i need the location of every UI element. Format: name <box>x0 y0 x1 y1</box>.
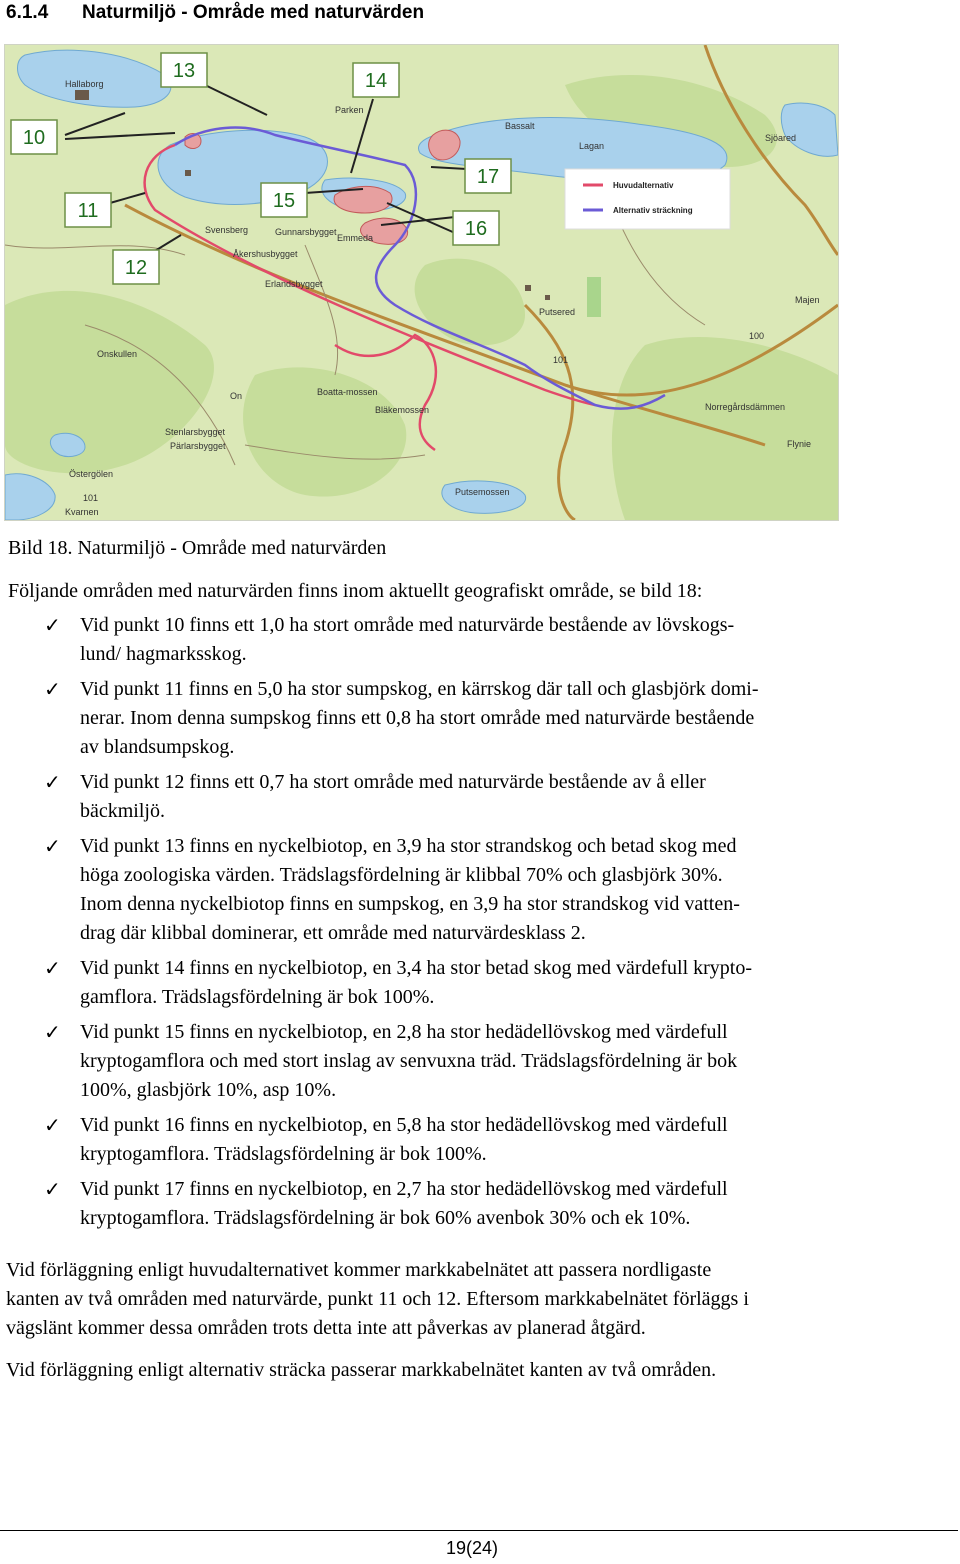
list-item-line: kryptogamflora. Trädslagsfördelning är bok 60% avenbok 30% och ek 10%. <box>80 1207 691 1229</box>
place-name: Majen <box>795 295 820 305</box>
place-name: Östergölen <box>69 469 114 479</box>
place-name: Stenlarsbygget <box>165 427 226 437</box>
place-number: 100 <box>749 331 765 341</box>
point-label-12 <box>113 250 159 284</box>
list-item-line: Vid punkt 13 finns en nyckelbiotop, en 3,9 ha stor strandskog och betad skog med <box>80 835 737 857</box>
place-name: Hallaborg <box>65 79 104 89</box>
checkmark-icon: ✓ <box>44 770 61 794</box>
list-item-line: lund/ hagmarksskog. <box>80 643 247 665</box>
list-item-line: Vid punkt 11 finns en 5,0 ha stor sumpskog, en kärrskog där tall och glasbjörk domi- <box>80 678 759 700</box>
list-item-line: Inom denna nyckelbiotop finns en sumpskog, en 3,9 ha stor strandskog vid vatten- <box>80 893 740 915</box>
place-name: On <box>230 391 243 401</box>
list-item-line: Vid punkt 12 finns ett 0,7 ha stort område med naturvärde bestående av å eller <box>80 771 706 793</box>
svg-text:12: 12 <box>124 257 148 279</box>
list-item-line: bäckmiljö. <box>80 800 165 822</box>
section-number: 6.1.4 <box>6 2 49 23</box>
footer-divider <box>0 1530 958 1531</box>
svg-text:10: 10 <box>22 127 46 149</box>
place-name: Norregårdsdämmen <box>705 402 786 412</box>
list-item <box>0 954 950 1012</box>
checklist <box>0 611 950 1239</box>
checkmark-icon: ✓ <box>44 1177 61 1201</box>
legend-alt-label: Alternativ sträckning <box>613 206 693 215</box>
place-name: Åkershusbygget <box>233 249 298 259</box>
intro-text: Följande områden med naturvärden finns inom aktuellt geografiskt område, se bild 18: <box>8 580 703 602</box>
svg-text:15: 15 <box>272 190 296 212</box>
list-item <box>0 1175 950 1233</box>
list-item-line: Vid punkt 17 finns en nyckelbiotop, en 2,7 ha stor hedädellövskog med värdefull <box>80 1178 728 1200</box>
list-item-line: Vid punkt 15 finns en nyckelbiotop, en 2,8 ha stor hedädellövskog med värdefull <box>80 1021 728 1043</box>
list-item-line: Vid punkt 14 finns en nyckelbiotop, en 3,4 ha stor betad skog med värdefull krypto- <box>80 957 753 979</box>
place-name: Gunnarsbygget <box>275 227 337 237</box>
map-legend <box>565 169 730 229</box>
list-item-line: nerar. Inom denna sumpskog finns ett 0,8 ha stort område med naturvärde bestående <box>80 707 755 729</box>
list-item <box>0 768 950 826</box>
list-item-line: gamflora. Trädslagsfördelning är bok 100%. <box>80 986 435 1008</box>
point-label-10 <box>11 120 57 154</box>
section-title: Naturmiljö - Område med naturvärden <box>82 2 425 23</box>
place-name: Parken <box>335 105 364 115</box>
place-name: Bläkemossen <box>375 405 430 415</box>
point-label-15 <box>261 183 307 217</box>
point-label-16 <box>453 211 499 245</box>
list-item-line: drag där klibbal dominerar, ett område med naturvärdesklass 2. <box>80 922 586 944</box>
paragraph-line: kanten av två områden med naturvärde, punkt 11 och 12. Eftersom markkabelnätet förläggs i <box>6 1288 749 1310</box>
point-label-17 <box>465 159 511 193</box>
list-item-line: av blandsumpskog. <box>80 736 235 758</box>
checkmark-icon: ✓ <box>44 1113 61 1137</box>
paragraph-alt-route <box>6 1356 716 1385</box>
list-item-line: höga zoologiska värden. Trädslagsfördelning är klibbal 70% och glasbjörk 30%. <box>80 864 723 886</box>
place-name: Bassalt <box>505 121 535 131</box>
place-name: Pärlarsbygget <box>170 441 226 451</box>
svg-text:11: 11 <box>77 200 99 222</box>
place-number: 101 <box>553 355 569 365</box>
figure-caption: Bild 18. Naturmiljö - Område med naturvärden <box>8 537 387 559</box>
place-name: Flynie <box>787 439 812 449</box>
list-item <box>0 832 950 948</box>
place-name: Lagan <box>579 141 605 151</box>
list-item <box>0 1018 950 1105</box>
list-item-line: kryptogamflora och med stort inslag av senvuxna träd. Trädslagsfördelning är bok <box>80 1050 738 1072</box>
list-item-line: kryptogamflora. Trädslagsfördelning är bok 100%. <box>80 1143 487 1165</box>
point-label-11 <box>65 193 111 227</box>
place-name: Boatta-mossen <box>317 387 378 397</box>
svg-text:13: 13 <box>172 60 196 82</box>
place-name: Svensberg <box>205 225 249 235</box>
list-item <box>0 675 950 762</box>
place-name: Onskullen <box>97 349 138 359</box>
place-name: Putsered <box>539 307 576 317</box>
checkmark-icon: ✓ <box>44 677 61 701</box>
place-name: Erlandsbygget <box>265 279 323 289</box>
legend-main-label: Huvudalternativ <box>613 181 674 190</box>
section-heading <box>6 0 424 28</box>
checkmark-icon: ✓ <box>44 834 61 858</box>
map-figure <box>4 44 839 521</box>
point-label-14 <box>353 63 399 97</box>
checkmark-icon: ✓ <box>44 956 61 980</box>
place-name: Sjöared <box>765 133 797 143</box>
paragraph-main-route <box>6 1256 749 1343</box>
list-item-line: Vid punkt 16 finns en nyckelbiotop, en 5,8 ha stor hedädellövskog med värdefull <box>80 1114 728 1136</box>
paragraph-line: Vid förläggning enligt huvudalternativet kommer markkabelnätet att passera nordligaste <box>6 1259 712 1281</box>
place-name: Emmeda <box>337 233 374 243</box>
point-label-13 <box>161 53 207 87</box>
svg-text:14: 14 <box>364 70 388 92</box>
list-item <box>0 1111 950 1169</box>
place-name: Kvarnen <box>65 507 99 517</box>
svg-text:17: 17 <box>476 166 500 188</box>
paragraph-line: Vid förläggning enligt alternativ sträcka passerar markkabelnätet kanten av två områden. <box>6 1359 717 1381</box>
paragraph-line: vägslänt kommer dessa områden trots detta inte att påverkas av planerad åtgärd. <box>6 1317 646 1339</box>
svg-text:16: 16 <box>464 218 488 240</box>
place-name: Putsemossen <box>455 487 510 497</box>
list-item-line: 100%, glasbjörk 10%, asp 10%. <box>80 1079 337 1101</box>
page-number: 19(24) <box>446 1538 499 1558</box>
list-item-line: Vid punkt 10 finns ett 1,0 ha stort område med naturvärde bestående av lövskogs- <box>80 614 735 636</box>
checkmark-icon: ✓ <box>44 613 61 637</box>
checkmark-icon: ✓ <box>44 1020 61 1044</box>
list-item <box>0 611 950 669</box>
place-number: 101 <box>83 493 99 503</box>
